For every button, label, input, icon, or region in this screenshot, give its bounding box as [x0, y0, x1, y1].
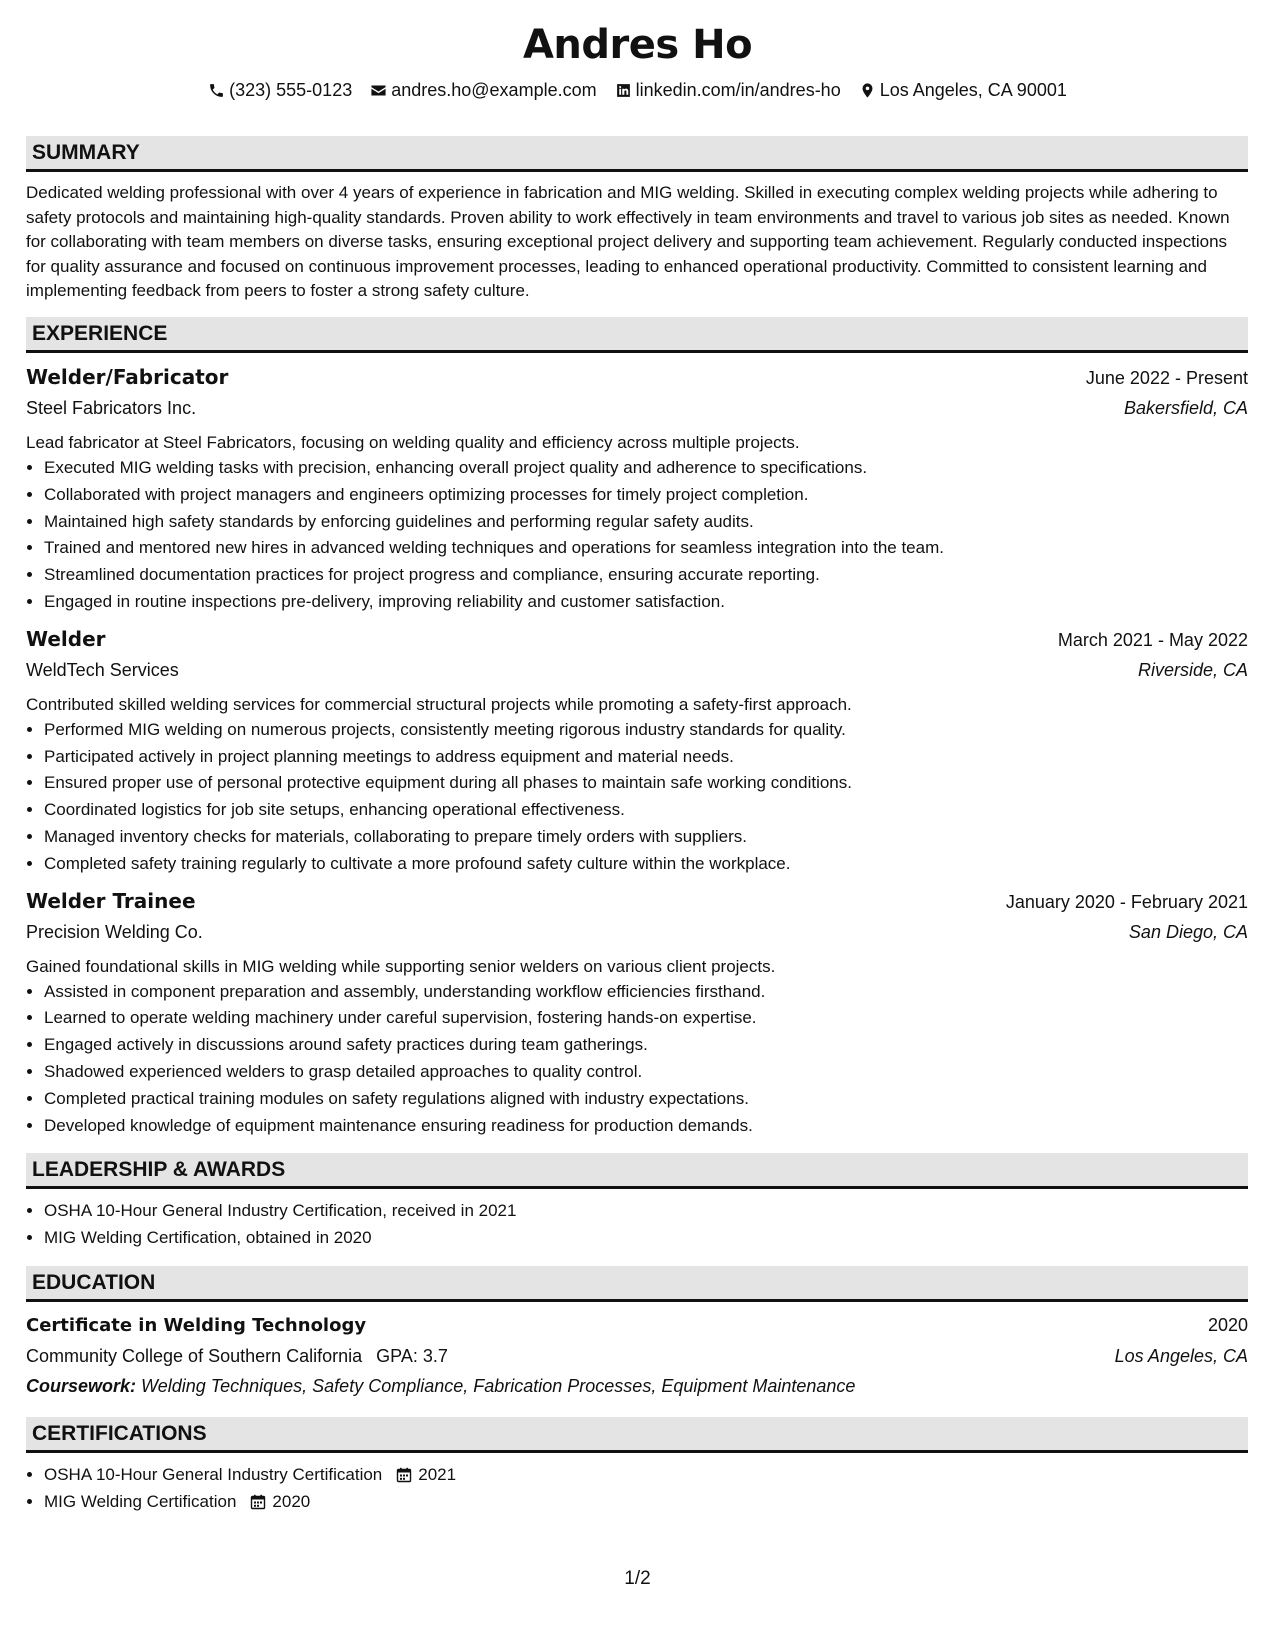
- job-date: March 2021 - May 2022: [1057, 629, 1248, 650]
- list-item: • MIG Welding Certification, obtained in 2020: [44, 1225, 1248, 1252]
- education-school: [26, 1341, 448, 1371]
- awards-heading: LEADERSHIP & AWARDS: [26, 1153, 1248, 1189]
- job-description: Gained foundational skills in MIG welding while supporting senior welders on various client projects.: [26, 956, 776, 976]
- job-date: January 2020 - February 2021: [1005, 891, 1248, 912]
- list-item: [44, 1489, 1248, 1516]
- job-company: Precision Welding Co.: [26, 921, 203, 942]
- job-bullets: [26, 455, 1248, 616]
- certification-year: 2020: [272, 1491, 311, 1511]
- list-item: • Performed MIG welding on numerous projects, consistently meeting rigorous industry standards for quality.: [44, 717, 1248, 744]
- list-item: • Streamlined documentation practices for project progress and compliance, ensuring accurate reporting.: [44, 562, 1248, 589]
- list-item: • Developed knowledge of equipment maintenance ensuring readiness for production demands.: [44, 1113, 1248, 1140]
- coursework-label: Coursework:: [26, 1375, 137, 1396]
- summary-heading: SUMMARY: [26, 136, 1248, 172]
- envelope-icon: [370, 82, 387, 99]
- list-item: • Learned to operate welding machinery under careful supervision, fostering hands-on expertise.: [44, 1005, 1248, 1032]
- candidate-name: Andres Ho: [522, 22, 753, 68]
- job-location: San Diego, CA: [1128, 921, 1248, 942]
- list-item: • Executed MIG welding tasks with precision, enhancing overall project quality and adherence to specifications.: [44, 455, 1248, 482]
- email-link[interactable]: andres.ho@example.com: [391, 80, 597, 100]
- job-bullets: [26, 979, 1248, 1140]
- education-degree: Certificate in Welding Technology: [26, 1314, 367, 1336]
- calendar-icon: [396, 1467, 412, 1483]
- job-location: Riverside, CA: [1137, 659, 1248, 680]
- job-location: Bakersfield, CA: [1123, 397, 1248, 418]
- calendar-icon: [250, 1494, 266, 1510]
- contact-bar: [0, 80, 1275, 101]
- location-text: Los Angeles, CA 90001: [879, 80, 1067, 100]
- page-number: 1/2: [624, 1568, 651, 1589]
- linkedin-link[interactable]: linkedin.com/in/andres-ho: [635, 80, 841, 100]
- job-date: June 2022 - Present: [1085, 367, 1248, 388]
- job-description: Contributed skilled welding services for commercial structural projects while promoting a safety-first approach.: [26, 694, 852, 714]
- job-title: Welder Trainee: [26, 888, 196, 913]
- education-location: Los Angeles, CA: [1114, 1345, 1248, 1366]
- job-company: WeldTech Services: [26, 659, 179, 680]
- summary-text: Dedicated welding professional with over 4 years of experience in fabrication and MIG welding. Skilled in executing complex welding projects while adhering to safety protocols and maintaining high-quality standards. Proven ability to work effectively in team environments and travel to various job sites as needed. Known for collaborating with team members on diverse tasks, ensuring exceptional project delivery and supporting team achievement. Regularly conducted inspections for quality assurance and focused on continuous improvement processes, leading to enhanced operational productivity. Committed to consistent learning and implementing feedback from peers to foster a strong safety culture.: [26, 183, 1230, 301]
- phone-text: (323) 555-0123: [229, 80, 353, 100]
- list-item: • Collaborated with project managers and engineers optimizing processes for timely project completion.: [44, 482, 1248, 509]
- list-item: • Managed inventory checks for materials, collaborating to prepare timely orders with suppliers.: [44, 824, 1248, 851]
- job-description: Lead fabricator at Steel Fabricators, focusing on welding quality and efficiency across multiple projects.: [26, 432, 800, 452]
- list-item: • Completed practical training modules on safety regulations aligned with industry expectations.: [44, 1086, 1248, 1113]
- education-heading: EDUCATION: [26, 1266, 1248, 1302]
- contact-email[interactable]: [370, 80, 596, 101]
- school-name: Community College of Southern California: [26, 1345, 363, 1366]
- map-pin-icon: [859, 82, 876, 99]
- list-item: • Participated actively in project planning meetings to address equipment and material needs.: [44, 744, 1248, 771]
- education-coursework: [26, 1371, 1248, 1401]
- list-item: • Coordinated logistics for job site setups, enhancing operational effectiveness.: [44, 797, 1248, 824]
- list-item: • Trained and mentored new hires in advanced welding techniques and operations for seamless integration into the team.: [44, 535, 1248, 562]
- list-item: • Maintained high safety standards by enforcing guidelines and performing regular safety audits.: [44, 509, 1248, 536]
- list-item: • Assisted in component preparation and assembly, understanding workflow efficiencies firsthand.: [44, 979, 1248, 1006]
- list-item: [44, 1462, 1248, 1489]
- contact-location: [859, 80, 1067, 101]
- linkedin-icon: [615, 82, 632, 99]
- contact-phone: [208, 80, 352, 101]
- list-item: • OSHA 10-Hour General Industry Certification, received in 2021: [44, 1198, 1248, 1225]
- list-item: • Engaged actively in discussions around safety practices during team gatherings.: [44, 1032, 1248, 1059]
- list-item: • Engaged in routine inspections pre-delivery, improving reliability and customer satisfaction.: [44, 589, 1248, 616]
- job-entry: [26, 886, 1248, 1140]
- list-item: • Shadowed experienced welders to grasp detailed approaches to quality control.: [44, 1059, 1248, 1086]
- coursework-list: Welding Techniques, Safety Compliance, Fabrication Processes, Equipment Maintenance: [141, 1375, 856, 1396]
- job-bullets: [26, 717, 1248, 878]
- job-entry: [26, 624, 1248, 878]
- certifications-heading: CERTIFICATIONS: [26, 1417, 1248, 1453]
- certification-name: • OSHA 10-Hour General Industry Certification: [44, 1464, 383, 1484]
- certification-name: • MIG Welding Certification: [44, 1491, 237, 1511]
- education-gpa: GPA: 3.7: [376, 1345, 448, 1366]
- job-company: Steel Fabricators Inc.: [26, 397, 197, 418]
- job-title: Welder: [26, 626, 106, 651]
- job-entry: [26, 362, 1248, 616]
- certifications-list: [26, 1462, 1248, 1516]
- resume-body: [26, 136, 1248, 1516]
- list-item: • Completed safety training regularly to cultivate a more profound safety culture within the workplace.: [44, 851, 1248, 878]
- experience-heading: EXPERIENCE: [26, 317, 1248, 353]
- phone-icon: [208, 82, 225, 99]
- list-item: • Ensured proper use of personal protective equipment during all phases to maintain safe working conditions.: [44, 770, 1248, 797]
- job-title: Welder/Fabricator: [26, 364, 229, 389]
- education-year: 2020: [1207, 1314, 1248, 1335]
- contact-linkedin[interactable]: [615, 80, 841, 101]
- certification-year: 2021: [418, 1464, 457, 1484]
- awards-list: [26, 1198, 1248, 1252]
